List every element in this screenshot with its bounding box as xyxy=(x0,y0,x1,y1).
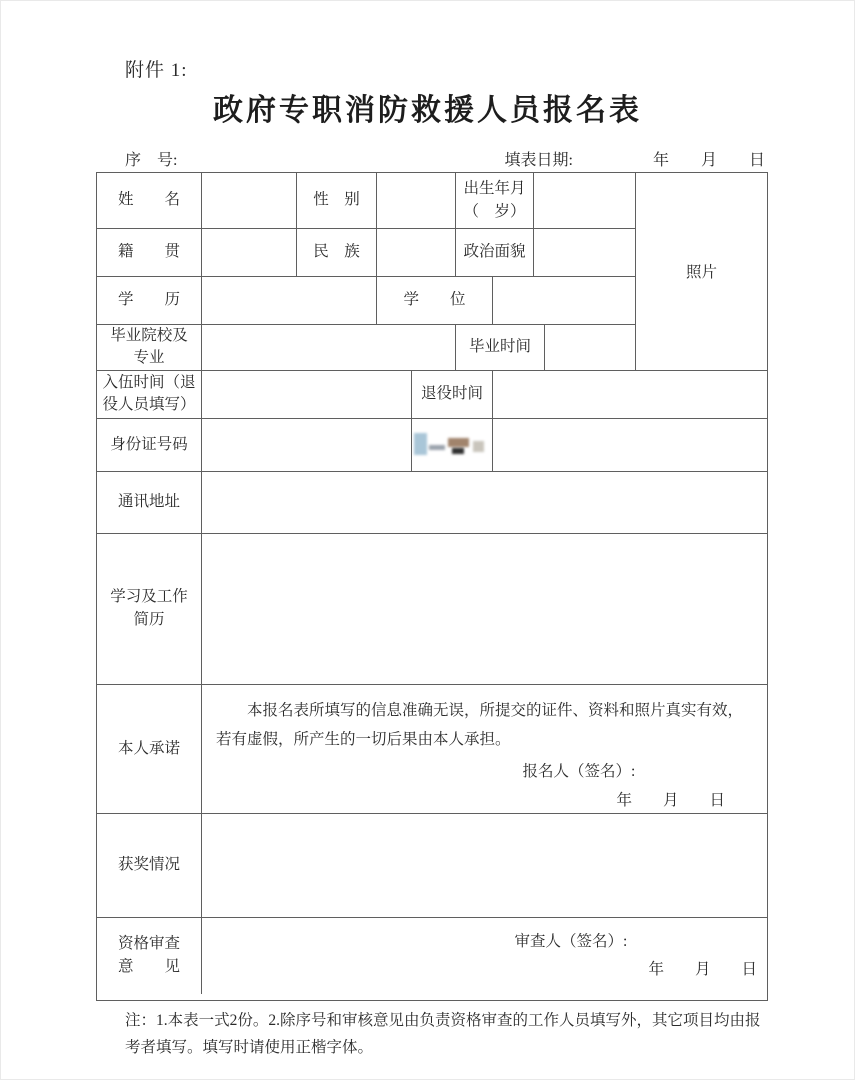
name-label: 姓 名 xyxy=(97,173,202,228)
awards-input-cell xyxy=(202,814,767,917)
row-id-number xyxy=(97,419,767,472)
gender-label: 性 别 xyxy=(297,173,377,228)
row-native-ethnic-political xyxy=(97,229,635,277)
footnote: 注：1.本表一式2份。2.除序号和审核意见由负责资格审查的工作人员填写外，其它项目均由报考者填写。填写时请使用正楷字体。 xyxy=(125,1012,761,1057)
discharge-time-label: 退役时间 xyxy=(412,371,493,418)
awards-label: 获奖情况 xyxy=(97,814,202,917)
id-number-input-cell xyxy=(202,419,412,471)
table-top-left xyxy=(97,173,636,370)
political-status-label: 政治面貌 xyxy=(456,229,534,276)
reviewer-signature-date: 年 月 日 xyxy=(648,961,757,979)
native-place-label: 籍 贯 xyxy=(97,229,202,276)
page-title: 政府专职消防救援人员报名表 xyxy=(213,94,642,127)
redacted-blur-patch xyxy=(414,432,490,458)
attachment-label: 附件 1: xyxy=(125,60,188,81)
graduate-school-input-cell xyxy=(202,325,456,370)
resume-label: 学习及工作 简历 xyxy=(97,534,202,684)
birthdate-input-cell xyxy=(534,173,635,228)
registration-table xyxy=(96,172,768,1001)
applicant-signature-label: 报名人（签名）: xyxy=(522,763,636,781)
graduation-time-input-cell xyxy=(545,325,635,370)
photo-placeholder-cell xyxy=(636,173,767,370)
review-content-cell xyxy=(202,918,767,994)
name-input-cell xyxy=(202,173,297,228)
resume-input-cell xyxy=(202,534,767,684)
fill-date-label: 填表日期: 年 月 日 xyxy=(504,152,765,169)
reviewer-signature-label: 审查人（签名）: xyxy=(514,933,628,951)
pledge-content-cell xyxy=(202,685,767,813)
row-review-opinion xyxy=(97,918,767,994)
row-education-degree xyxy=(97,277,635,325)
table-top-group xyxy=(97,173,767,371)
graduation-time-label: 毕业时间 xyxy=(456,325,545,370)
discharge-time-input-cell xyxy=(493,371,767,418)
row-resume xyxy=(97,534,767,685)
serial-date-line xyxy=(125,147,765,170)
enlist-time-input-cell xyxy=(202,371,412,418)
graduate-school-label: 毕业院校及 专业 xyxy=(97,325,202,370)
pledge-text: 本报名表所填写的信息准确无误，所提交的证件、资料和照片真实有效，若有虚假，所产生的一切后果由本人承担。 xyxy=(216,701,744,748)
native-place-input-cell xyxy=(202,229,297,276)
degree-input-cell xyxy=(493,277,635,324)
row-enlist-discharge xyxy=(97,371,767,419)
review-opinion-label: 资格审查 意 见 xyxy=(97,918,202,994)
ethnicity-input-cell xyxy=(377,229,456,276)
ethnicity-label: 民 族 xyxy=(297,229,377,276)
row-address xyxy=(97,472,767,534)
row-awards xyxy=(97,814,767,918)
applicant-signature-date: 年 月 日 xyxy=(616,791,725,809)
applicant-signature-block xyxy=(522,760,725,812)
address-input-cell xyxy=(202,472,767,533)
education-label: 学 历 xyxy=(97,277,202,324)
enlist-time-label: 入伍时间（退 役人员填写） xyxy=(97,371,202,418)
id-extra-input-cell xyxy=(493,419,767,471)
birthdate-label: 出生年月 （ 岁） xyxy=(456,173,534,228)
row-pledge xyxy=(97,685,767,814)
reviewer-signature-block xyxy=(514,930,757,982)
pledge-label: 本人承诺 xyxy=(97,685,202,813)
education-input-cell xyxy=(202,277,377,324)
serial-number-label: 序 号: xyxy=(125,152,178,169)
row-name-gender-birth xyxy=(97,173,635,229)
gender-input-cell xyxy=(377,173,456,228)
photo-label: 照片 xyxy=(685,264,717,282)
political-status-input-cell xyxy=(534,229,635,276)
row-school-gradtime xyxy=(97,325,635,370)
redacted-blur-cell xyxy=(412,419,493,471)
address-label: 通讯地址 xyxy=(97,472,202,533)
id-number-label: 身份证号码 xyxy=(97,419,202,471)
degree-label: 学 位 xyxy=(377,277,493,324)
